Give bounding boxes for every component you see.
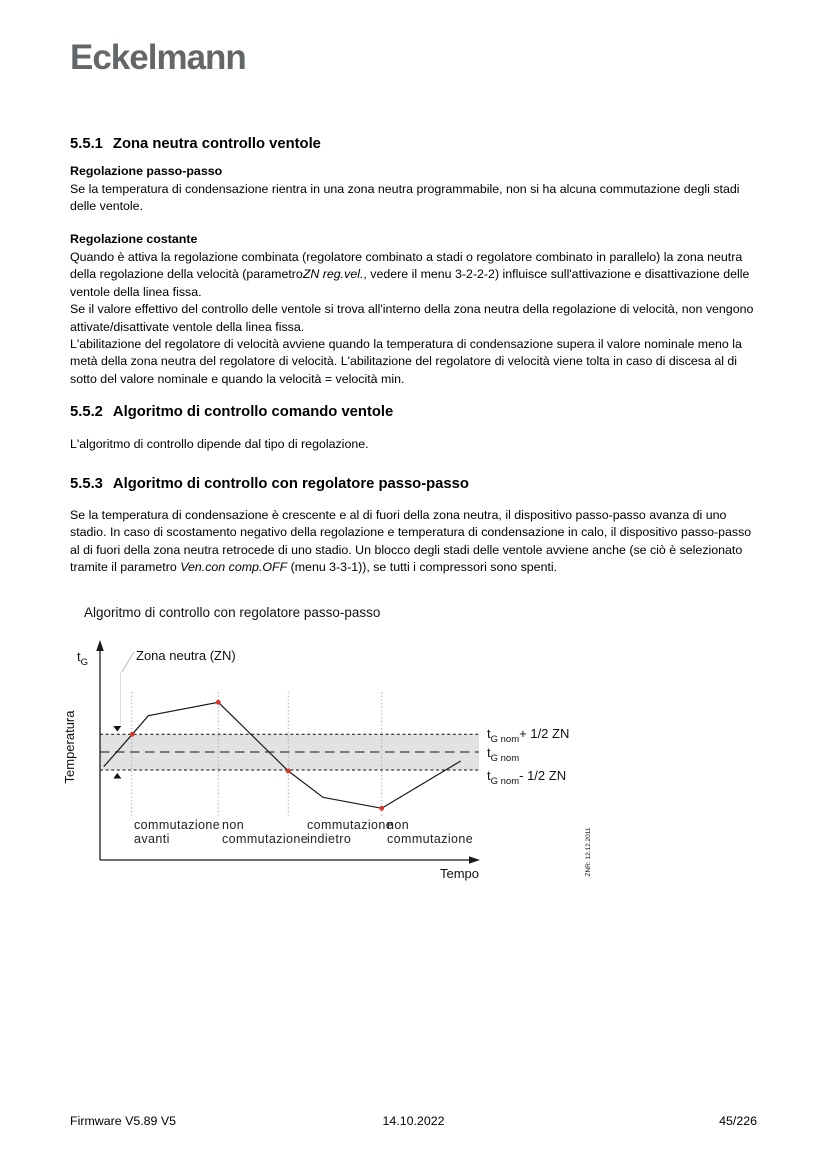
switch-point-dot	[130, 732, 135, 737]
zone-label-leader	[122, 652, 134, 672]
footer-page-number: 45/226	[719, 1114, 757, 1128]
fan-control-diagram	[60, 635, 630, 900]
subheading-constant-regulation: Regolazione costante	[70, 232, 198, 246]
zn-upper-marker-icon	[113, 726, 121, 732]
event-label-1-line1: commutazione	[134, 818, 221, 832]
section-number: 5.5.2	[70, 404, 103, 420]
y-axis-arrowhead-icon	[96, 640, 104, 651]
ref-label-lower: $t_{G nom}-$ 1/2 ZN	[487, 768, 567, 787]
section-title: Zona neutra controllo ventole	[112, 136, 321, 152]
text-run: , vedere il menu 3-2-2-2) influisce sull'attivazione e disattivazione delle ventole della linea fissa.	[70, 267, 750, 299]
section-heading-552	[70, 404, 393, 420]
eckelmann-logo: Eckelmann	[70, 38, 246, 77]
section-heading-551	[70, 136, 321, 152]
section-title: Algoritmo di controllo comando ventole	[112, 404, 394, 420]
text-run: Quando è attiva la regolazione combinata (regolatore combinato a stadi o regolatore combinato in parallelo) la zona neutra della regolazione della velocità (parametro	[70, 250, 743, 282]
paragraph-552: L'algoritmo di controllo dipende dal tipo di regolazione.	[70, 437, 369, 451]
y-axis-title: Temperatura	[62, 710, 77, 784]
event-label-3-line2: indietro	[307, 832, 352, 846]
event-label-2-line2: commutazione	[222, 832, 309, 846]
ref-label-nominal: $t_{G nom}$	[487, 745, 520, 764]
switch-point-dot	[286, 769, 291, 774]
constant-regulation-p1	[70, 249, 760, 301]
subheading-step-regulation: Regolazione passo-passo	[70, 164, 223, 178]
diagram-caption: Algoritmo di controllo con regolatore passo-passo	[84, 605, 381, 620]
constant-regulation-p2: Se il valore effettivo del controllo delle ventole si trova all'interno della zona neutra della regolazione di velocità, non vengono attivate/disattivate ventole della linea fissa.	[70, 302, 754, 334]
event-label-3-line1: commutazione	[307, 818, 394, 832]
event-label-1-line2: avanti	[134, 832, 170, 846]
section-heading-553	[70, 476, 469, 492]
neutral-zone-label: Zona neutra (ZN)	[136, 648, 236, 663]
switch-point-dot	[379, 806, 384, 811]
paragraph-553	[70, 507, 760, 577]
x-axis-arrowhead-icon	[469, 856, 480, 864]
section-title: Algoritmo di controllo con regolatore passo-passo	[112, 476, 469, 492]
footer-firmware: Firmware V5.89 V5	[70, 1114, 177, 1128]
event-label-2-line1: non	[222, 818, 245, 832]
section-number: 5.5.3	[70, 476, 103, 492]
zn-lower-marker-icon	[113, 773, 121, 779]
diagram-canvas	[60, 635, 630, 895]
text-run: Se la temperatura di condensazione è crescente e al di fuori della zona neutra, il dispositivo passo-passo avanza di uno stadio. In caso di scostamento negativo della regolazione e temperatura di condensazione in calo, il dispositivo passo-passo al di fuori della zona neutra retrocede di uno stadio. Un blocco degli stadi delle ventole avviene anche (se ciò è selezionato tramite il parametro	[70, 508, 752, 575]
section-number: 5.5.1	[70, 136, 103, 152]
event-label-4-line2: commutazione	[387, 832, 474, 846]
paragraph-constant-regulation	[70, 249, 760, 388]
switch-point-dot	[216, 700, 221, 705]
y-axis-symbol: $t_G$	[77, 649, 89, 668]
event-label-4-line1: non	[387, 818, 410, 832]
paragraph-step-regulation: Se la temperatura di condensazione rientra in una zona neutra programmabile, non si ha alcuna commutazione degli stadi delle ventole.	[70, 182, 740, 214]
drawing-number-note: ZNR: 12.12.2011	[585, 827, 592, 877]
parameter-name-italic: Ven.con comp.OFF	[180, 560, 288, 575]
text-run: (menu 3-3-1)), se tutti i compressori sono spenti.	[287, 560, 558, 575]
constant-regulation-p3: L'abilitazione del regolatore di velocità avviene quando la temperatura di condensazione supera il valore nominale meno la metà della zona neutra del regolatore di velocità. L'abilitazione del regolatore di velocità viene tolta in caso di discesa al di sotto del valore nominale e quando la velocità = velocità min.	[70, 337, 742, 386]
parameter-name-italic: ZN reg.vel.	[302, 267, 364, 282]
x-axis-title: Tempo	[440, 866, 480, 881]
footer-date: 14.10.2022	[382, 1114, 445, 1128]
ref-label-upper: $t_{G nom}+ 1/2$ ZN	[487, 726, 570, 745]
